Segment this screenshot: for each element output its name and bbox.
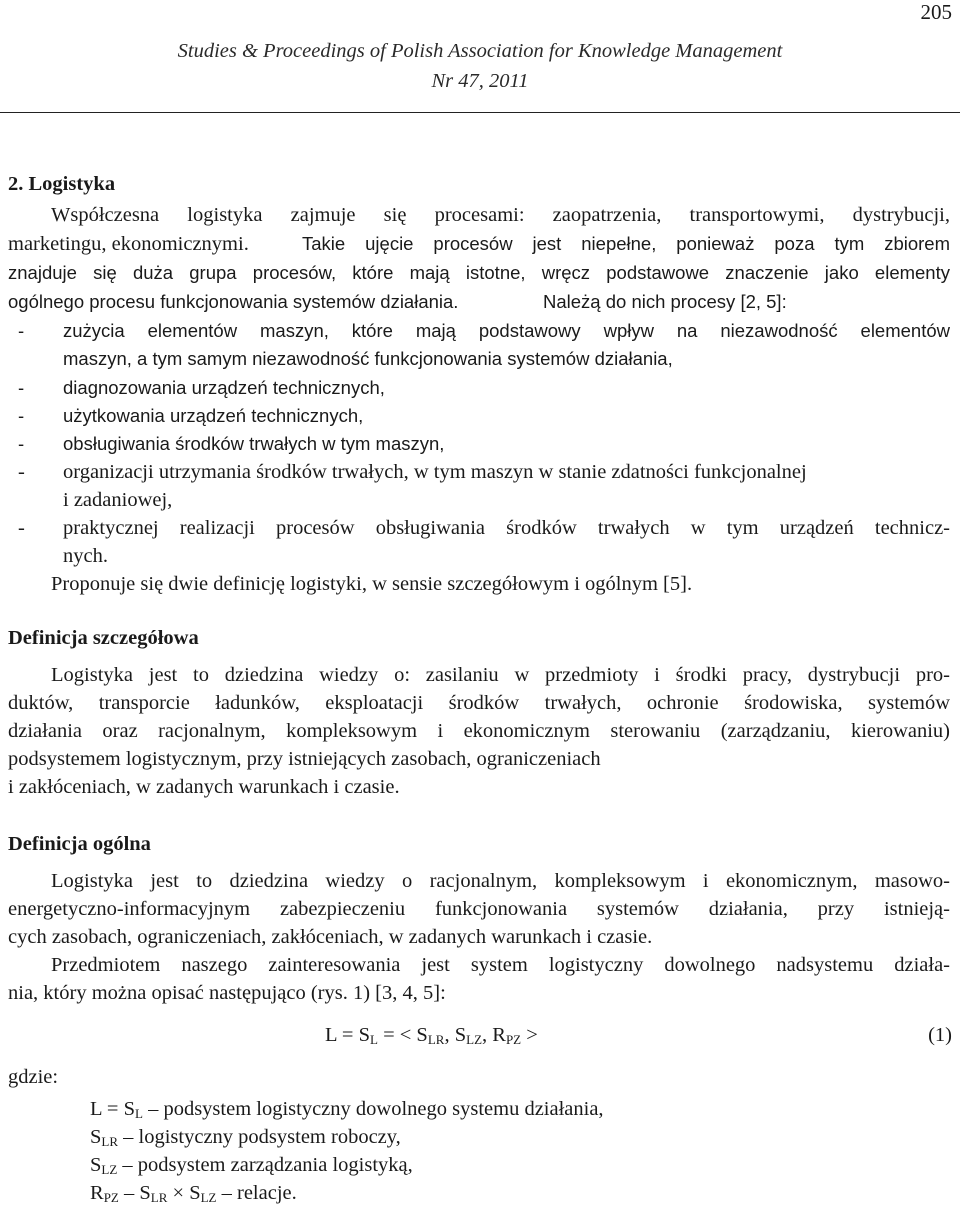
paragraph-line: Logistyka jest to dziedzina wiedzy o: zasilaniu w przedmioty i środki pracy, dystrybucji pro- (51, 664, 950, 686)
list-item-continuation: nych. (63, 545, 108, 567)
header-divider (0, 112, 960, 113)
paragraph-fragment: Należą do nich procesy [2, 5]: (543, 291, 787, 312)
legend-item: $R_{PZ} - S_{LR} \times S_{LZ}$ – relacje. (90, 1182, 297, 1205)
paragraph-fragment: Takie ujęcie procesów jest niepełne, ponieważ poza tym zbiorem (302, 233, 950, 254)
paragraph-line (8, 230, 950, 258)
paragraph-line: duktów, transporcie ładunków, eksploatacji środków trwałych, ochronie środowiska, systemów (8, 692, 950, 714)
list-bullet: - (18, 517, 25, 539)
list-bullet: - (18, 433, 25, 454)
paragraph-line (8, 288, 950, 316)
list-item-text: obsługiwania środków trwałych w tym maszyn, (63, 433, 445, 454)
paragraph-line: znajduje się duża grupa procesów, które mają istotne, wręcz podstawowe znaczenie jako elementy (8, 262, 950, 283)
paragraph-line: Współczesna logistyka zajmuje się procesami: zaopatrzenia, transportowymi, dystrybucji, (51, 204, 950, 226)
list-item-continuation: i zadaniowej, (63, 489, 173, 511)
list-item-text: organizacji utrzymania środków trwałych, w tym maszyn w stanie zdatności funkcjonalnej (63, 461, 807, 483)
definition-heading-detailed: Definicja szczegółowa (8, 627, 199, 649)
legend-item: $L = S_L$ – podsystem logistyczny dowolnego systemu działania, (90, 1098, 604, 1121)
list-item-text: zużycia elementów maszyn, które mają podstawowy wpływ na niezawodność elementów (63, 320, 950, 341)
list-item-text: praktycznej realizacji procesów obsługiwania środków trwałych w tym urządzeń technicz- (63, 517, 950, 539)
paragraph-line: i zakłóceniach, w zadanych warunkach i czasie. (8, 776, 400, 798)
paragraph-line: cych zasobach, ograniczeniach, zakłóceniach, w zadanych warunkach i czasie. (8, 926, 653, 948)
running-head (0, 36, 960, 96)
formula: $L = S_L$ = < $S_{LR}$, $S_{LZ}$, $R_{PZ}$ > (325, 1024, 538, 1047)
where-label: gdzie: (8, 1066, 59, 1088)
journal-issue: Nr 47, 2011 (431, 70, 529, 92)
list-item-text: użytkowania urządzeń technicznych, (63, 405, 364, 426)
paragraph-line: działania oraz racjonalnym, kompleksowym i ekonomicznym sterowaniu (zarządzaniu, kierowaniu) (8, 720, 950, 742)
paragraph-fragment: marketingu, ekonomicznymi. (8, 233, 249, 255)
legend-item: $S_{LZ}$ – podsystem zarządzania logistyką, (90, 1154, 413, 1177)
formula-number: (1) (928, 1024, 952, 1046)
list-bullet: - (18, 405, 25, 426)
definition-heading-general: Definicja ogólna (8, 833, 151, 855)
list-item-text: diagnozowania urządzeń technicznych, (63, 377, 385, 398)
legend-item: $S_{LR}$ – logistyczny podsystem roboczy, (90, 1126, 401, 1149)
proposal-line: Proponuje się dwie definicję logistyki, w sensie szczegółowym i ogólnym [5]. (51, 573, 693, 595)
paragraph-line: Przedmiotem naszego zainteresowania jest system logistyczny dowolnego nadsystemu działa- (51, 954, 950, 976)
paragraph-line: Logistyka jest to dziedzina wiedzy o racjonalnym, kompleksowym i ekonomicznym, masowo- (51, 870, 950, 892)
list-item-continuation: maszyn, a tym samym niezawodność funkcjonowania systemów działania, (63, 348, 673, 369)
journal-title: Studies & Proceedings of Polish Association for Knowledge Management (177, 40, 783, 62)
paragraph-line: energetyczno-informacyjnym zabezpieczeniu funkcjonowania systemów działania, przy istnieją- (8, 898, 950, 920)
paragraph-line: nia, który można opisać następująco (rys. 1) [3, 4, 5]: (8, 982, 446, 1004)
page-number: 205 (920, 0, 952, 24)
section-heading: 2. Logistyka (8, 173, 116, 195)
paragraph-fragment: ogólnego procesu funkcjonowania systemów działania. (8, 291, 459, 312)
list-bullet: - (18, 461, 25, 483)
paragraph-line: podsystemem logistycznym, przy istniejących zasobach, ograniczeniach (8, 748, 601, 770)
list-bullet: - (18, 320, 25, 341)
list-bullet: - (18, 377, 25, 398)
